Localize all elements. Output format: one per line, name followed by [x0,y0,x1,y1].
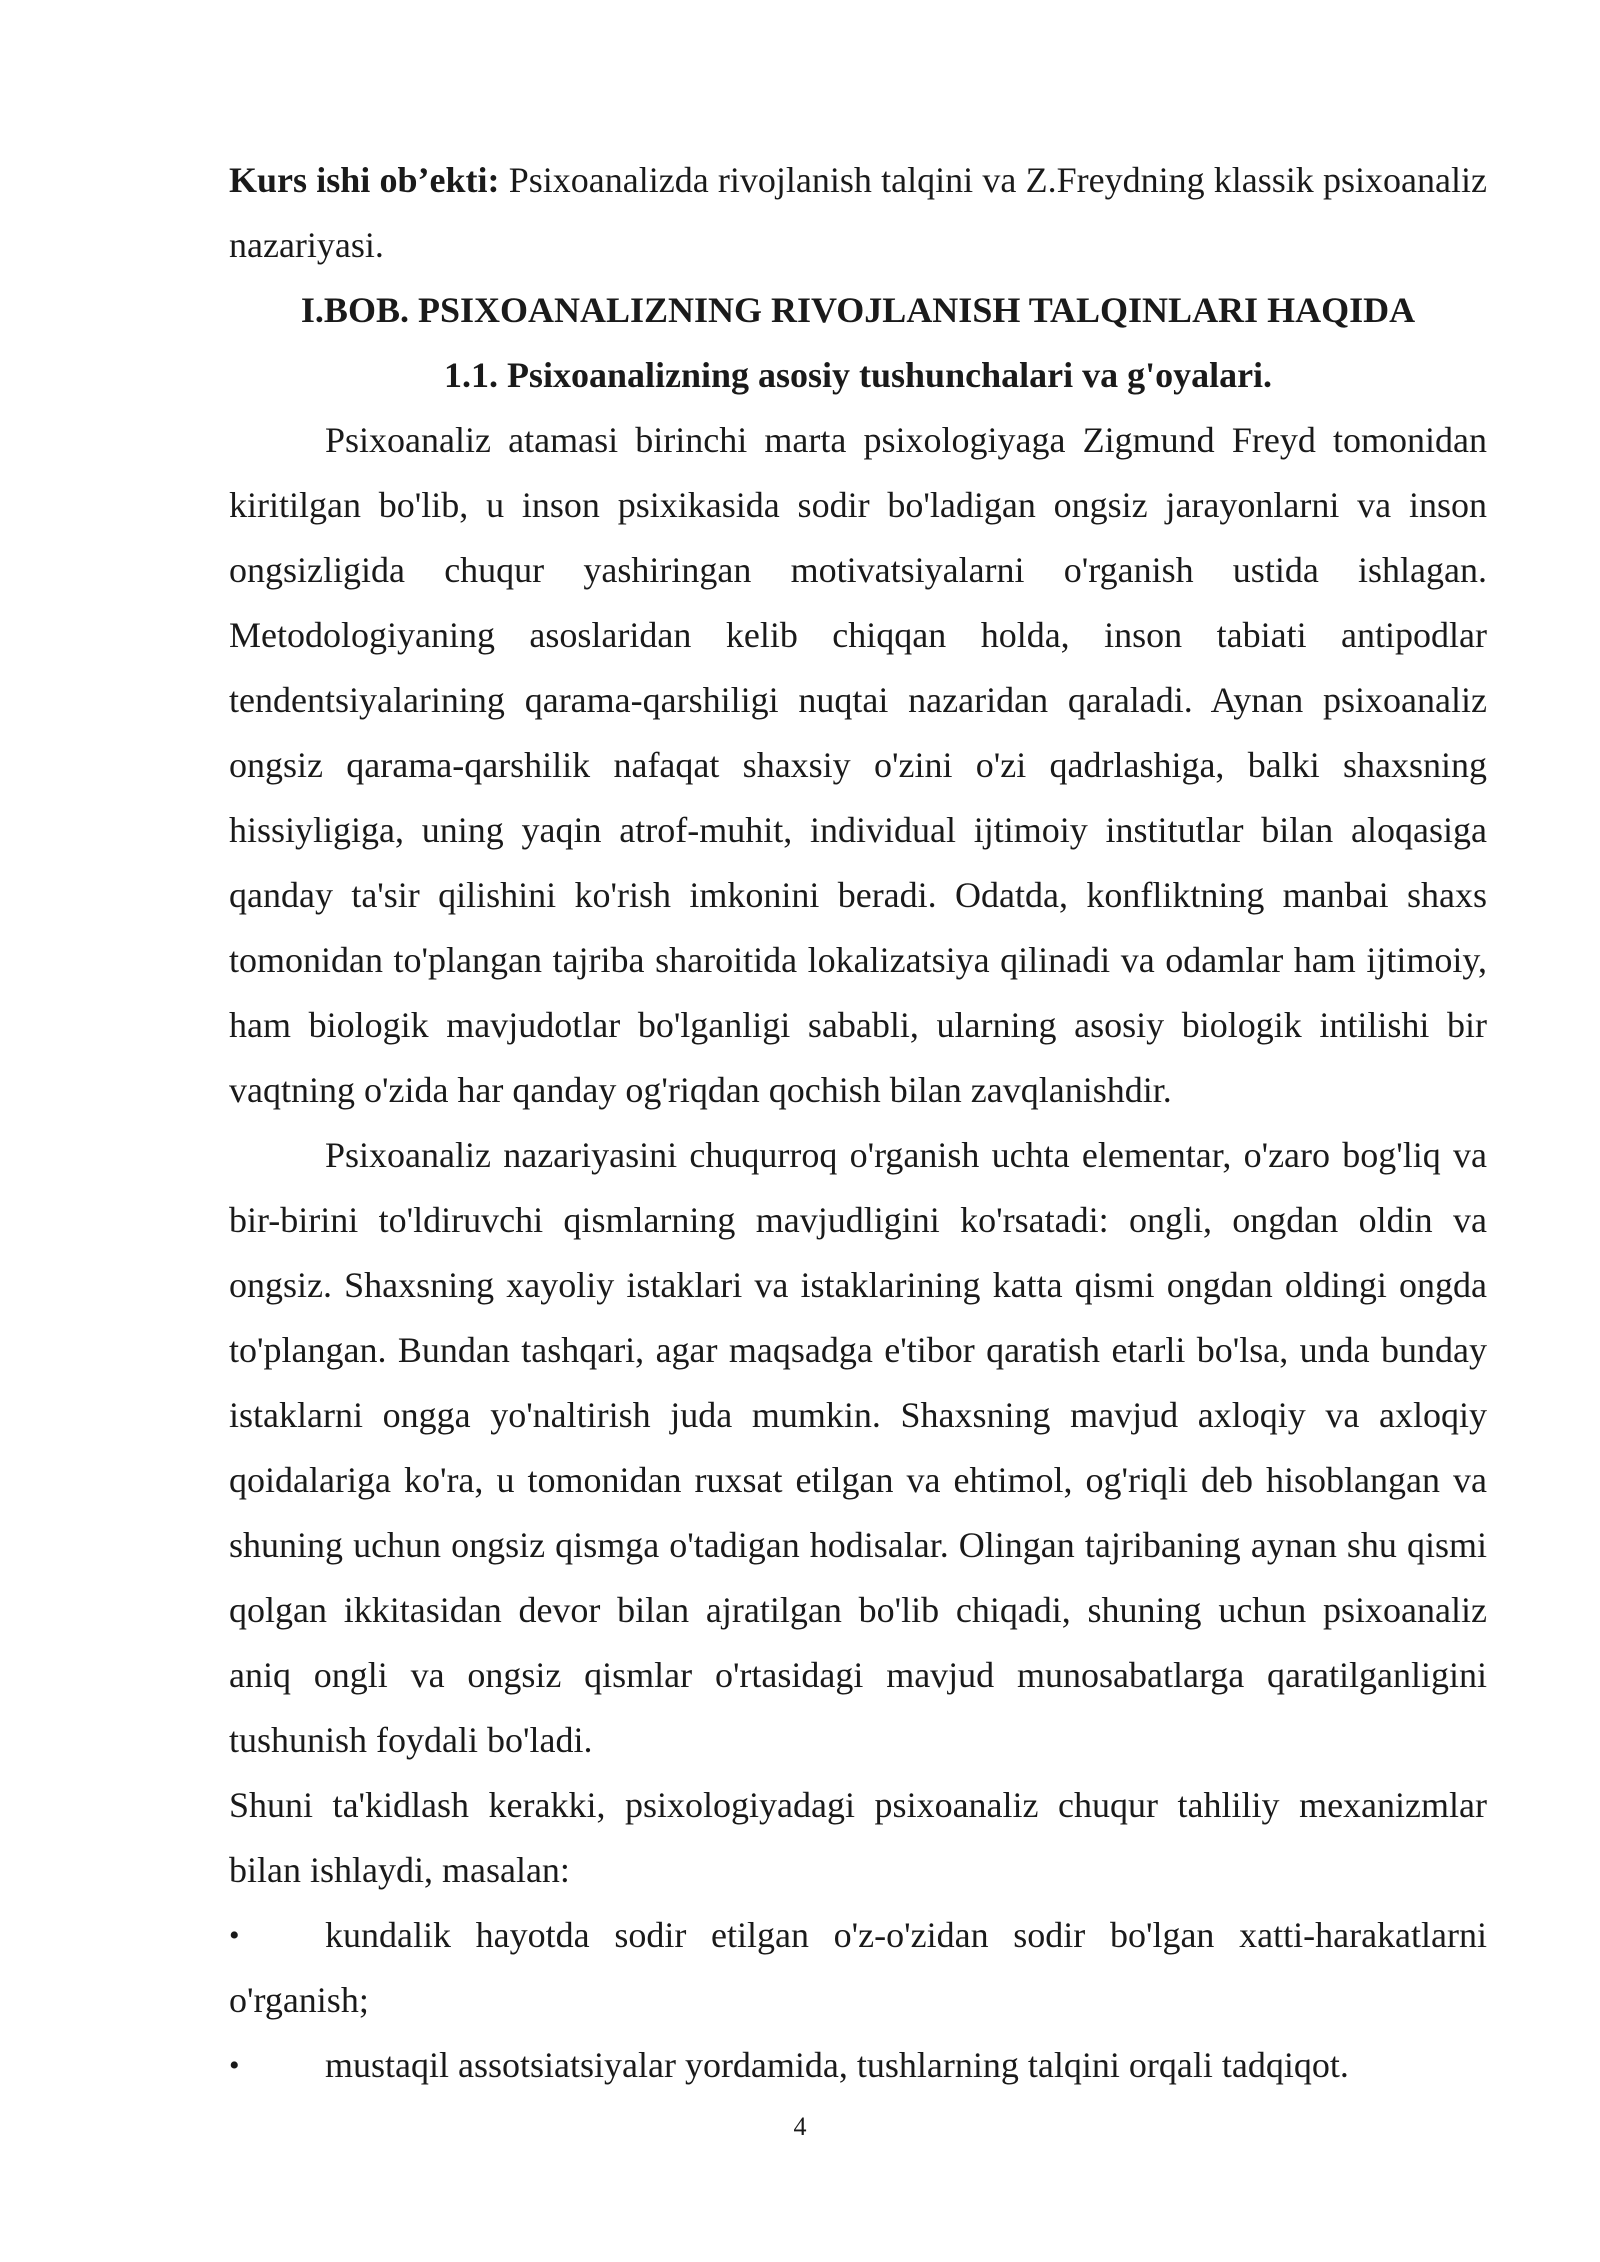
chapter-title: I.BOB. PSIXOANALIZNING RIVOJLANISH TALQINLARI HAQIDA [300,290,1416,330]
intro-paragraph [229,148,1487,278]
list-item-text: mustaqil assotsiatsiyalar yordamida, tushlarning talqini orqali tadqiqot. [325,2045,1349,2085]
body-paragraph-1: Psixoanaliz atamasi birinchi marta psixologiyaga Zigmund Freyd tomonidan kiritilgan bo'lib, u inson psixikasida sodir bo'ladigan ongsiz jarayonlarni va inson ongsizligida chuqur yashiringan motivatsiyalarni o'rganish ustida ishlagan. Metodologiyaning asoslaridan kelib chiqqan holda, inson tabiati antipodlar tendentsiyalarining qarama-qarshiligi nuqtai nazaridan qaraladi. Aynan psixoanaliz ongsiz qarama-qarshilik nafaqat shaxsiy o'zini o'zi qadrlashiga, balki shaxsning hissiyligiga, uning yaqin atrof-muhit, individual ijtimoiy institutlar bilan aloqasiga qanday ta'sir qilishini ko'rish imkonini beradi. Odatda, konfliktning manbai shaxs tomonidan to'plangan tajriba sharoitida lokalizatsiya qilinadi va odamlar ham ijtimoiy, ham biologik mavjudotlar bo'lganligi sababli, ularning asosiy biologik intilishi bir vaqtning o'zida har qanday og'riqdan qochish bilan zavqlanishdir. [229,420,1487,1110]
intro-text: Psixoanalizda rivojlanish talqini va Z.Freydning klassik psixoanaliz nazariyasi. [229,160,1487,265]
body-paragraph-2: Psixoanaliz nazariyasini chuqurroq o'rganish uchta elementar, o'zaro bog'liq va bir-birini to'ldiruvchi qismlarning mavjudligini ko'rsatadi: ongli, ongdan oldin va ongsiz. Shaxsning xayoliy istaklari va istaklarining katta qismi ongdan oldingi ongda to'plangan. Bundan tashqari, agar maqsadga e'tibor qaratish etarli bo'lsa, unda bunday istaklarni ongga yo'naltirish juda mumkin. Shaxsning mavjud axloqiy va axloqiy qoidalariga ko'ra, u tomonidan ruxsat etilgan va ehtimol, og'riqli deb hisoblangan va shuning uchun ongsiz qismga o'tadigan hodisalar. Olingan tajribaning aynan shu qismi qolgan ikkitasidan devor bilan ajratilgan bo'lib chiqadi, shuning uchun psixoanaliz aniq ongli va ongsiz qismlar o'rtasidagi mavjud munosabatlarga qaratilganligini tushunish foydali bo'ladi. [229,1135,1487,1760]
intro-label: Kurs ishi ob’ekti: [229,160,500,200]
page-number: 4 [793,2112,807,2141]
list-item [229,1903,1487,2033]
body-paragraph-3: Shuni ta'kidlash kerakki, psixologiyadagi psixoanaliz chuqur tahliliy mexanizmlar bilan ishlaydi, masalan: [229,1785,1487,1890]
section-title: 1.1. Psixoanalizning asosiy tushunchalari va g'oyalari. [443,355,1273,395]
bullet-list [229,1903,1487,2098]
bullet-icon: • [229,2049,240,2082]
document-page [229,148,1487,2098]
bullet-icon: • [229,1919,240,1952]
list-item-text: kundalik hayotda sodir etilgan o'z-o'zidan sodir bo'lgan xatti-harakatlarni o'rganish; [229,1915,1487,2020]
list-item [229,2033,1487,2098]
